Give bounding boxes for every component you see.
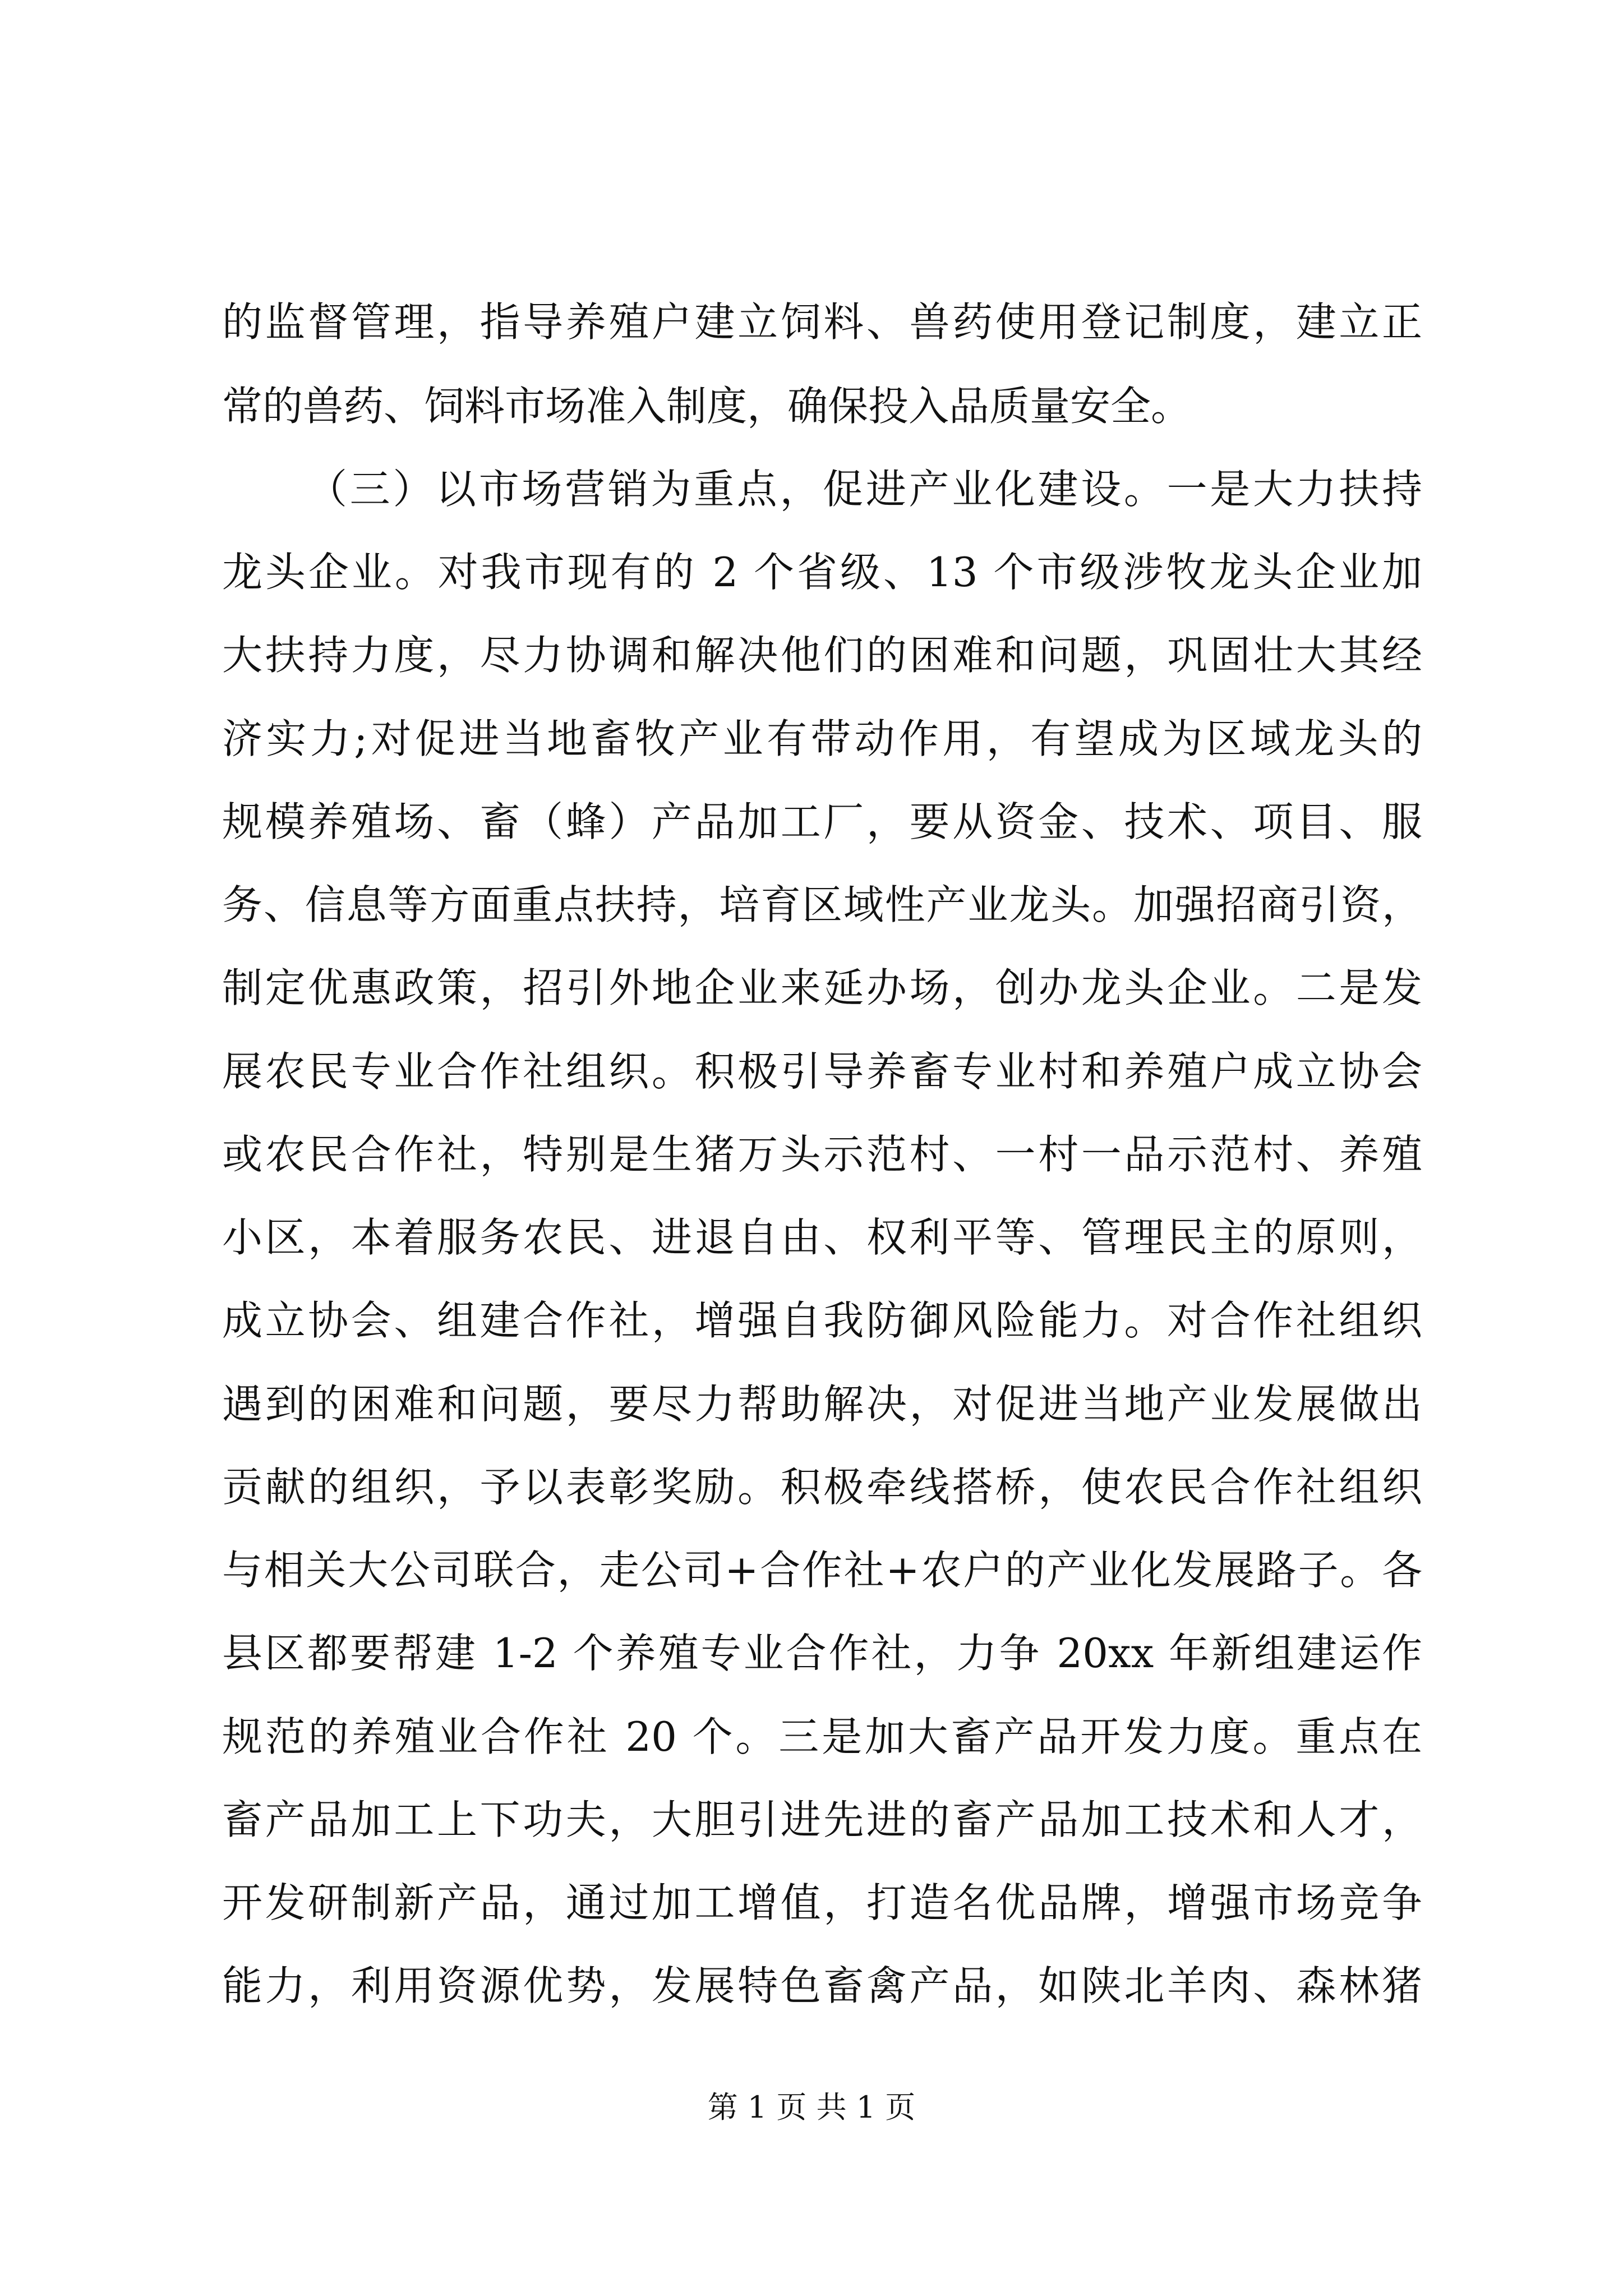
- body-text-line: 县区都要帮建 1-2 个养殖专业合作社，力争 20xx 年新组建运作: [222, 1630, 1422, 1677]
- body-text-line: 制定优惠政策，招引外地企业来延办场，创办龙头企业。二是发: [222, 964, 1422, 1011]
- body-text-line: 济实力;对促进当地畜牧产业有带动作用，有望成为区域龙头的: [222, 715, 1422, 762]
- body-text-line: 规范的养殖业合作社 20 个。三是加大畜产品开发力度。重点在: [222, 1713, 1422, 1760]
- body-text-line: 龙头企业。对我市现有的 2 个省级、13 个市级涉牧龙头企业加: [222, 549, 1422, 596]
- body-text-line: 畜产品加工上下功夫，大胆引进先进的畜产品加工技术和人才，: [222, 1796, 1422, 1843]
- body-text-line: 常的兽药、饲料市场准入制度，确保投入品质量安全。: [222, 383, 1192, 430]
- body-text-line: 遇到的困难和问题，要尽力帮助解决，对促进当地产业发展做出: [222, 1381, 1422, 1428]
- paragraph-first-line: （三）以市场营销为重点，促进产业化建设。一是大力扶持: [307, 466, 1422, 513]
- body-text-line: 小区，本着服务农民、进退自由、权利平等、管理民主的原则，: [222, 1214, 1422, 1261]
- body-text-line: 与相关大公司联合，走公司+合作社+农户的产业化发展路子。各: [222, 1547, 1422, 1594]
- body-text-line: 能力，利用资源优势，发展特色畜禽产品，如陕北羊肉、森林猪: [222, 1962, 1422, 2009]
- body-text-line: 开发研制新产品，通过加工增值，打造名优品牌，增强市场竞争: [222, 1879, 1422, 1926]
- page-footer: 第 1 页 共 1 页: [707, 2090, 916, 2125]
- body-text-line: 大扶持力度，尽力协调和解决他们的困难和问题，巩固壮大其经: [222, 632, 1422, 679]
- body-text-line: 务、信息等方面重点扶持，培育区域性产业龙头。加强招商引资，: [222, 881, 1422, 928]
- body-text-line: 展农民专业合作社组织。积极引导养畜专业村和养殖户成立协会: [222, 1048, 1422, 1095]
- body-text-line: 成立协会、组建合作社，增强自我防御风险能力。对合作社组织: [222, 1297, 1422, 1344]
- body-text-line: 规模养殖场、畜（蜂）产品加工厂，要从资金、技术、项目、服: [222, 798, 1422, 845]
- body-text-line: 或农民合作社，特别是生猪万头示范村、一村一品示范村、养殖: [222, 1131, 1422, 1178]
- body-text-line: 贡献的组织，予以表彰奖励。积极牵线搭桥，使农民合作社组织: [222, 1464, 1422, 1511]
- body-text-line: 的监督管理，指导养殖户建立饲料、兽药使用登记制度，建立正: [222, 298, 1422, 346]
